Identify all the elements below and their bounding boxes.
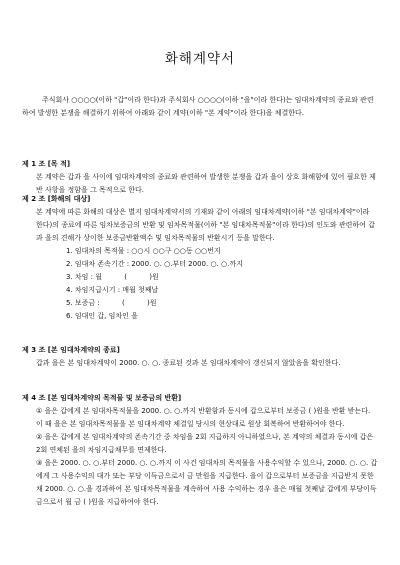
article-1-heading: 제 1 조 [목 적] xyxy=(22,160,71,168)
document-title: 화해계약서 xyxy=(164,51,236,67)
article-4-heading: 제 4 조 [본 임대차계약의 목적물 및 보증금의 반환] xyxy=(22,394,182,402)
item-text: 을은 갑에게 본 임대차목적물을 2000. ○. ○.까지 반환함과 동시에 갑으로부터 보증금 ( )원을 반환 받는다. 이 때 을은 본 임대차목적물을 본 임대차계약 체결일 당시의 현상대로 원상 회복하여 반환하여야 한다. xyxy=(36,407,371,428)
article-3 xyxy=(22,344,378,370)
item-marker: ② xyxy=(36,433,43,441)
article-4-items xyxy=(22,405,378,509)
article-1 xyxy=(22,158,378,197)
list-item xyxy=(36,431,378,457)
lease-details-list xyxy=(22,245,378,323)
list-item: 3. 차임 : 월 ( )원 xyxy=(66,273,159,281)
list-item xyxy=(36,405,378,431)
article-2 xyxy=(22,193,378,323)
list-item: 5. 보증금 : ( )원 xyxy=(66,299,157,307)
intro-paragraph: 주식회사 ○○○○(이하 "갑"이라 한다)과 주식회사 ○○○○(이하 "을"이라 한다)는 임대차계약의 종료와 관련하여 발생한 분쟁을 해결하기 위하여 아래와 같이 계약(이하 "본 계약"이라 한다)을 체결한다. xyxy=(22,96,374,117)
item-marker: ① xyxy=(36,407,43,415)
list-item xyxy=(36,457,378,509)
item-marker: ③ xyxy=(36,459,43,467)
item-text: 을은 2000. ○. ○.부터 2000. ○. ○.까지 이 사건 임대차의 목적물을 사용수익할 수 있으나, 2000. ○. ○. 갑에게 그 사용수익의 대가 또는 부당 이득금으로서 금 만원을 지급한다. 을이 갑으로부터 보증금을 지급받지 못한 채 2000. ○. ○.을 경과하여 본 임대차목적물을 계속하여 사용 수익하는 경우 을은 매월 첫째날 갑에게 부당이득금으로서 월 금 ( )원을 지급하여야 한다. xyxy=(36,459,378,506)
item-text: 을은 갑에게 본 임대차계약의 존속기간 중 차임을 2회 지급하지 아니하였으나, 본 계약의 체결과 동시에 갑은 2회 연체된 을의 차임지급채무를 면제한다. xyxy=(36,433,374,454)
article-2-body: 본 계약에 따른 화해의 대상은 별지 임대차계약서의 기재와 같이 아래의 임대차계약(이하 "본 임대차계약"이라 한다)의 종료에 따른 임차보증금의 반환 및 임차목적물(이하 "본 임대차목적물"이라 한다)의 인도와 관련하여 갑과 을의 견해가 상이한 보증금반환액수 및 임차목적물의 반환시기 등을 말한다. xyxy=(36,208,375,242)
article-2-heading: 제 2 조 [화해의 대상] xyxy=(22,195,91,203)
list-item: 1. 임대차의 목적물 : ○○시 ○○구 ○○동 ○○번지 xyxy=(66,247,221,255)
article-4 xyxy=(22,392,378,509)
list-item: 6. 임대인 갑, 임차인 을 xyxy=(66,312,138,320)
article-1-body: 본 계약은 갑과 을 사이에 임대차계약의 종료와 관련하여 발생한 분쟁을 갑과 을이 상호 화해함에 있어 필요한 제반 사항을 정함을 그 목적으로 한다. xyxy=(36,173,376,194)
article-3-body: 갑과 을은 본 임대차계약이 2000. ○. ○. 종료된 것과 본 임대차계약이 갱신되지 않았음을 확인한다. xyxy=(36,359,341,367)
list-item: 4. 차임지급시기 : 매월 첫째날 xyxy=(66,286,159,294)
list-item: 2. 임대차 존속기간 : 2000. ○. ○.부터 2000. ○. ○.까지 xyxy=(66,260,243,268)
article-3-heading: 제 3 조 [본 임대차계약의 종료] xyxy=(22,346,120,354)
